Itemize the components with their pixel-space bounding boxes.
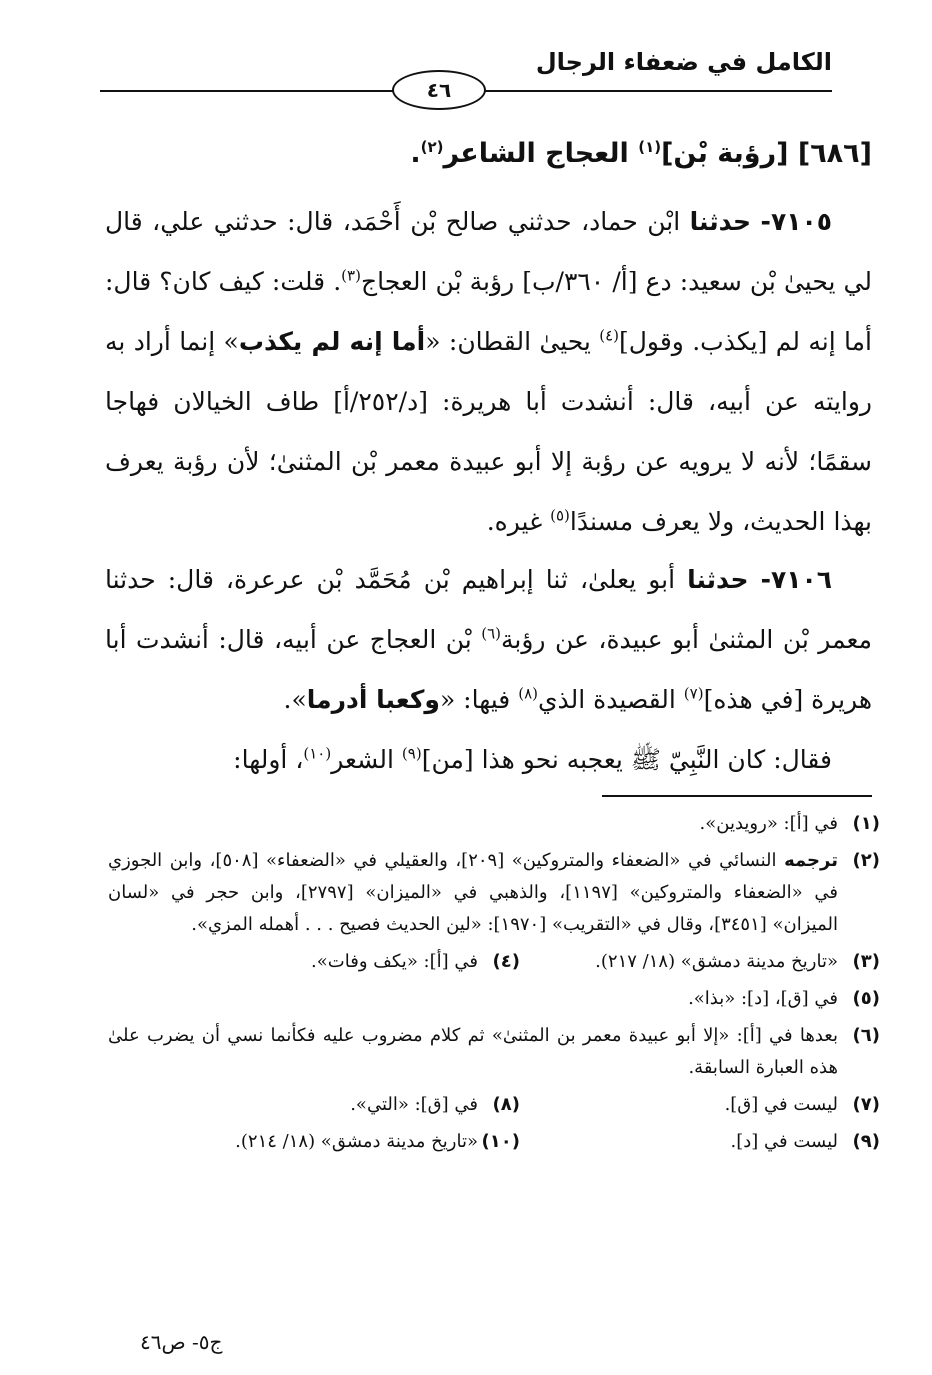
footnote-ref: (٥) <box>550 506 570 525</box>
entry-number: [٦٨٦] <box>797 138 872 169</box>
hadith-number: ٧١٠٦- <box>760 565 832 594</box>
footnote: (٩) ليست في [د]. <box>730 1131 880 1152</box>
footnote-row <box>108 1126 880 1158</box>
hadith-lead: حدثنا <box>689 207 752 236</box>
hadith-7106: ٧١٠٦- حدثنا أبو يعلىٰ، ثنا إبراهيم بْن مُحَمَّد بْن عرعرة، قال: حدثنا معمر بْن المثنىٰ أبو عبيدة، عن رؤبة$^{(٦)}$ بْن العجاج عن أبيه، قال: أنشدت أبا هريرة [في هذه]$^{(٧)}$ القصيدة الذي$^{(٨)}$ فيها: «وكعبا أدرما». <box>105 565 872 714</box>
footnote: (١) في [أ]: «رويدين». <box>699 813 880 834</box>
footnotes <box>108 808 880 1163</box>
footnote: (٨) في [ق]: «التي». <box>350 1094 520 1115</box>
footnote: (٥) في [ق]، [د]: «بذا». <box>688 988 880 1009</box>
footnote-rule <box>602 795 872 797</box>
footnote-ref: (٣) <box>341 266 361 285</box>
footnote-ref: (٦) <box>481 624 501 643</box>
footnote: (١٠) «تاريخ مدينة دمشق» (١٨/ ٢١٤). <box>235 1131 520 1152</box>
footnote-ref: (١) <box>638 138 662 156</box>
hadith-7106-continuation: فقال: كان النَّبِيّ ﷺ يعجبه نحو هذا [من]$^{(٩)}$ الشعر$^{(١٠)}$، أولها: <box>233 744 832 774</box>
footnote-ref: (٤) <box>599 326 620 345</box>
footnote-row <box>108 946 880 978</box>
hadith-7105: ٧١٠٥- حدثنا ابْن حماد، حدثني صالح بْن أَحْمَد، قال: حدثني علي، قال لي يحيىٰ بْن سعيد: دع [أ/ ٣٦٠/ب] رؤبة بْن العجاج$^{(٣)}$. قلت: كيف كان؟ قال: أما إنه لم [يكذب. وقول]$^{(٤)}$ يحيىٰ القطان: «أما إنه لم يكذب» إنما أراد به روايته عن أبيه، قال: أنشدت أبا هريرة: [د/٢٥٢/أ] طاف الخيالان فهاجا سقمًا؛ لأنه لا يرويه عن رؤبة إلا أبو عبيدة معمر بْن المثنىٰ؛ لأن رؤبة يعرف بهذا الحديث، ولا يعرف مسندًا$^{(٥)}$ غيره. <box>105 207 872 536</box>
entry-title: [٦٨٦] [رؤبة بْن]$^{(١)}$ العجاج الشاعر$^{(٢)}$. <box>410 138 872 169</box>
footnote-row <box>108 1089 880 1121</box>
quoted-phrase: أما إنه لم يكذب <box>238 327 426 356</box>
footnote: (٦) بعدها في [أ]: «إلا أبو عبيدة معمر بن المثنىٰ» ثم كلام مضروب عليه فكأنما نسي أن يضرب علىٰ هذه العبارة السابقة. <box>108 1025 880 1078</box>
hadith-lead: حدثنا <box>687 565 749 594</box>
footnote-ref: (٩) <box>401 744 422 763</box>
footnote-ref: (٧) <box>683 684 704 703</box>
footnote: (٢) ترجمه النسائي في «الضعفاء والمتروكين» [٢٠٩]، والعقيلي في «الضعفاء» [٥٠٨]، وابن الجوزي في «الضعفاء والمتروكين» [١١٩٧]، والذهبي في «الميزان» [٢٧٩٧]، وابن حجر في «لسان الميزان» [٣٤٥١]، وقال في «التقريب» [١٩٧٠]: «لين الحديث فصيح . . . أهمله المزي». <box>108 850 880 935</box>
entry-name-b: العجاج الشاعر <box>443 138 629 169</box>
footnote: (٣) «تاريخ مدينة دمشق» (١٨/ ٢١٧). <box>595 951 880 972</box>
volume-page-reference: ج٥- ص٤٦ <box>140 1330 223 1354</box>
running-header-title: الكامل في ضعفاء الرجال <box>535 48 832 76</box>
footnote-ref: (٢) <box>420 138 444 156</box>
footnote-ref: (١٠) <box>303 744 332 763</box>
hadith-number: ٧١٠٥- <box>760 207 832 236</box>
entry-name-a: [رؤبة بْن] <box>661 138 789 169</box>
footnote-ref: (٨) <box>518 684 538 703</box>
footnote: (٤) في [أ]: «يكف وفات». <box>311 951 520 972</box>
footnote: (٧) ليست في [ق]. <box>724 1094 880 1115</box>
quoted-phrase: وكعبا أدرما <box>306 685 440 714</box>
page-number-badge: ٤٦ <box>392 70 486 110</box>
